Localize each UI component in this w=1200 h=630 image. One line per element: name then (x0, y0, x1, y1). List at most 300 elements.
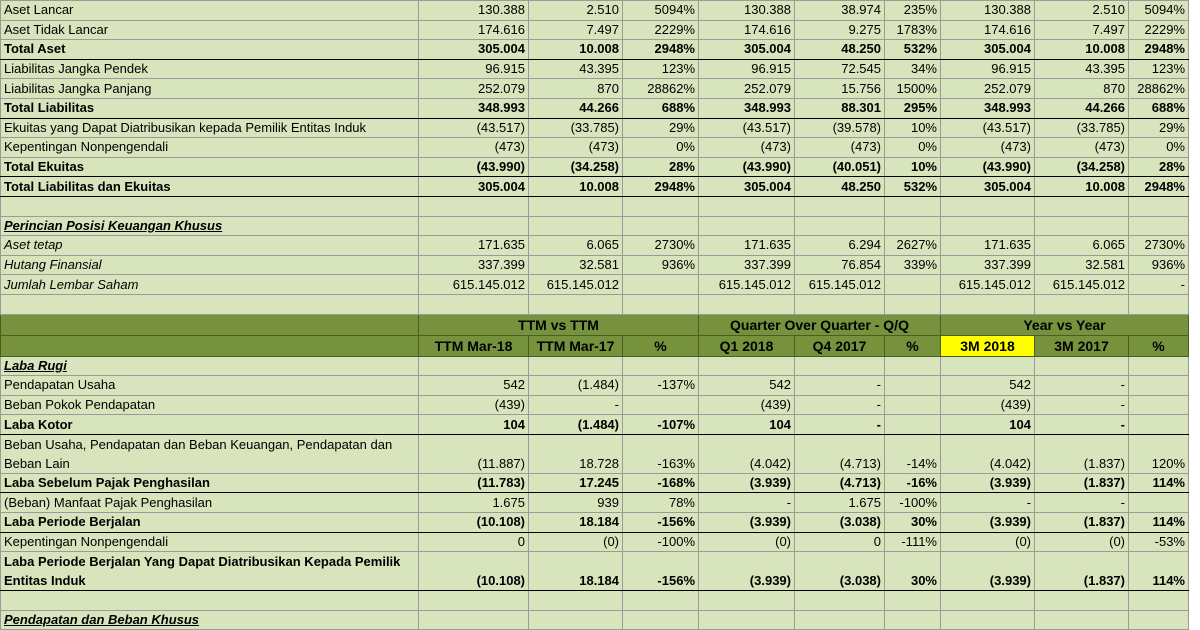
value-cell: 43.395 (1035, 59, 1129, 79)
value-cell: 10.008 (1035, 177, 1129, 197)
value-cell: 130.388 (941, 1, 1035, 21)
value-cell: (0) (1035, 532, 1129, 552)
group-header-ttm: TTM vs TTM (419, 314, 699, 335)
value-cell (623, 395, 699, 415)
value-cell: (473) (941, 138, 1035, 158)
value-cell (623, 216, 699, 236)
table-row (1, 79, 1189, 99)
row-label: Jumlah Lembar Saham (1, 275, 419, 295)
row-label: Hutang Finansial (1, 255, 419, 275)
value-cell: 44.266 (529, 98, 623, 118)
value-cell (529, 591, 623, 611)
value-cell: (3.939) (941, 473, 1035, 493)
row-label (1, 196, 419, 216)
value-cell (419, 356, 529, 376)
value-cell: 615.145.012 (941, 275, 1035, 295)
row-label: Aset tetap (1, 236, 419, 256)
value-cell: 1.675 (419, 493, 529, 513)
value-cell: 96.915 (941, 59, 1035, 79)
value-cell: 235% (885, 1, 941, 21)
row-label: Laba Periode Berjalan Yang Dapat Diatribusikan Kepada Pemilik Entitas Induk (1, 552, 419, 591)
value-cell: (439) (699, 395, 795, 415)
value-cell (941, 591, 1035, 611)
value-cell: -168% (623, 473, 699, 493)
row-label: Perincian Posisi Keuangan Khusus (1, 216, 419, 236)
value-cell: 5094% (1129, 1, 1189, 21)
value-cell: 2.510 (1035, 1, 1129, 21)
value-cell: 0% (623, 138, 699, 158)
value-cell: 28862% (1129, 79, 1189, 99)
col-header-ttm-mar18: TTM Mar-18 (419, 335, 529, 356)
value-cell: 6.294 (795, 236, 885, 256)
row-label (1, 294, 419, 314)
value-cell (941, 196, 1035, 216)
row-label: Total Ekuitas (1, 157, 419, 177)
row-label: Aset Lancar (1, 1, 419, 21)
value-cell: 0 (419, 532, 529, 552)
table-row (1, 118, 1189, 138)
value-cell (941, 294, 1035, 314)
value-cell: - (795, 415, 885, 435)
value-cell: - (1035, 415, 1129, 435)
value-cell (529, 610, 623, 630)
table-row (1, 275, 1189, 295)
value-cell: 870 (529, 79, 623, 99)
value-cell: (1.837) (1035, 513, 1129, 533)
row-label: Beban Pokok Pendapatan (1, 395, 419, 415)
value-cell: 2948% (1129, 177, 1189, 197)
value-cell: - (699, 493, 795, 513)
table-row (1, 415, 1189, 435)
value-cell: 96.915 (699, 59, 795, 79)
value-cell: 305.004 (699, 177, 795, 197)
value-cell: 28% (623, 157, 699, 177)
value-cell: 348.993 (699, 98, 795, 118)
value-cell: 615.145.012 (419, 275, 529, 295)
income-statement-section (1, 356, 1189, 630)
table-row (1, 376, 1189, 396)
value-cell: 174.616 (699, 20, 795, 40)
value-cell: 0% (1129, 138, 1189, 158)
value-cell: (43.990) (699, 157, 795, 177)
value-cell: 337.399 (941, 255, 1035, 275)
value-cell: (3.939) (941, 552, 1035, 591)
value-cell (795, 216, 885, 236)
value-cell (1129, 294, 1189, 314)
row-label: Kepentingan Nonpengendali (1, 532, 419, 552)
table-row (1, 157, 1189, 177)
value-cell: 18.184 (529, 552, 623, 591)
value-cell: 2.510 (529, 1, 623, 21)
value-cell: 32.581 (529, 255, 623, 275)
value-cell: (3.939) (699, 473, 795, 493)
col-header-3m-2018: 3M 2018 (941, 335, 1035, 356)
value-cell: 130.388 (699, 1, 795, 21)
table-row (1, 177, 1189, 197)
value-cell (699, 356, 795, 376)
value-cell: 0 (795, 532, 885, 552)
value-cell: 48.250 (795, 40, 885, 60)
value-cell (1035, 356, 1129, 376)
value-cell: 305.004 (941, 177, 1035, 197)
value-cell: 10% (885, 118, 941, 138)
value-cell (1129, 356, 1189, 376)
row-label: Laba Kotor (1, 415, 419, 435)
value-cell (795, 294, 885, 314)
value-cell: -14% (885, 434, 941, 473)
value-cell: 7.497 (529, 20, 623, 40)
column-header-row (1, 335, 1189, 356)
value-cell (1035, 294, 1129, 314)
value-cell: 2948% (623, 40, 699, 60)
value-cell: - (1035, 376, 1129, 396)
value-cell: 252.079 (699, 79, 795, 99)
header-blank-cell (1, 314, 419, 335)
value-cell: 615.145.012 (529, 275, 623, 295)
row-label: Total Aset (1, 40, 419, 60)
value-cell: (1.837) (1035, 552, 1129, 591)
value-cell: -100% (885, 493, 941, 513)
value-cell: 72.545 (795, 59, 885, 79)
value-cell: 252.079 (941, 79, 1035, 99)
value-cell: -107% (623, 415, 699, 435)
value-cell: 1.675 (795, 493, 885, 513)
value-cell: 542 (419, 376, 529, 396)
value-cell: (11.887) (419, 434, 529, 473)
value-cell: (0) (529, 532, 623, 552)
value-cell: (4.713) (795, 434, 885, 473)
value-cell: 870 (1035, 79, 1129, 99)
table-row (1, 138, 1189, 158)
value-cell (623, 610, 699, 630)
value-cell: 2948% (1129, 40, 1189, 60)
value-cell (885, 415, 941, 435)
col-header-q4-2017: Q4 2017 (795, 335, 885, 356)
row-label: Liabilitas Jangka Panjang (1, 79, 419, 99)
value-cell: 1500% (885, 79, 941, 99)
value-cell: -16% (885, 473, 941, 493)
value-cell: (10.108) (419, 552, 529, 591)
value-cell: 305.004 (699, 40, 795, 60)
table-row (1, 59, 1189, 79)
value-cell (941, 356, 1035, 376)
row-label: Kepentingan Nonpengendali (1, 138, 419, 158)
value-cell: (473) (529, 138, 623, 158)
value-cell: (40.051) (795, 157, 885, 177)
value-cell: 348.993 (941, 98, 1035, 118)
value-cell: 96.915 (419, 59, 529, 79)
value-cell: -163% (623, 434, 699, 473)
value-cell: 295% (885, 98, 941, 118)
row-label: Laba Rugi (1, 356, 419, 376)
value-cell (1129, 216, 1189, 236)
value-cell: 30% (885, 552, 941, 591)
value-cell: (43.517) (699, 118, 795, 138)
value-cell (1035, 610, 1129, 630)
value-cell: (1.484) (529, 415, 623, 435)
value-cell: 32.581 (1035, 255, 1129, 275)
value-cell: 174.616 (941, 20, 1035, 40)
value-cell: 9.275 (795, 20, 885, 40)
value-cell: 939 (529, 493, 623, 513)
value-cell: (4.713) (795, 473, 885, 493)
value-cell: 348.993 (419, 98, 529, 118)
value-cell: 104 (699, 415, 795, 435)
value-cell: 114% (1129, 552, 1189, 591)
value-cell (623, 591, 699, 611)
col-header-qoq-pct: % (885, 335, 941, 356)
value-cell: - (529, 395, 623, 415)
value-cell (1129, 395, 1189, 415)
value-cell: -53% (1129, 532, 1189, 552)
value-cell: (1.484) (529, 376, 623, 396)
table-row (1, 610, 1189, 630)
value-cell: 337.399 (419, 255, 529, 275)
value-cell: 88.301 (795, 98, 885, 118)
value-cell: 2730% (623, 236, 699, 256)
table-row (1, 532, 1189, 552)
value-cell (529, 356, 623, 376)
value-cell: 114% (1129, 473, 1189, 493)
value-cell: 532% (885, 40, 941, 60)
table-row (1, 493, 1189, 513)
row-label: Aset Tidak Lancar (1, 20, 419, 40)
value-cell (419, 610, 529, 630)
value-cell: (4.042) (941, 434, 1035, 473)
value-cell (1129, 415, 1189, 435)
value-cell: 18.728 (529, 434, 623, 473)
value-cell: (39.578) (795, 118, 885, 138)
value-cell: (0) (941, 532, 1035, 552)
table-row (1, 395, 1189, 415)
value-cell (699, 294, 795, 314)
value-cell: 688% (623, 98, 699, 118)
value-cell (699, 610, 795, 630)
table-row (1, 255, 1189, 275)
value-cell (885, 196, 941, 216)
value-cell: 1783% (885, 20, 941, 40)
value-cell: (1.837) (1035, 473, 1129, 493)
table-row (1, 236, 1189, 256)
value-cell (941, 610, 1035, 630)
table-row (1, 591, 1189, 611)
table-row (1, 513, 1189, 533)
value-cell: (34.258) (529, 157, 623, 177)
value-cell: 0% (885, 138, 941, 158)
value-cell: 615.145.012 (795, 275, 885, 295)
group-header-row (1, 314, 1189, 335)
row-label: Laba Sebelum Pajak Penghasilan (1, 473, 419, 493)
value-cell: 78% (623, 493, 699, 513)
col-header-3m-2017: 3M 2017 (1035, 335, 1129, 356)
value-cell: (439) (419, 395, 529, 415)
value-cell: - (1035, 493, 1129, 513)
value-cell (529, 294, 623, 314)
row-label: Laba Periode Berjalan (1, 513, 419, 533)
value-cell (885, 376, 941, 396)
value-cell: -137% (623, 376, 699, 396)
value-cell: 29% (623, 118, 699, 138)
value-cell: 2229% (623, 20, 699, 40)
value-cell (529, 196, 623, 216)
value-cell (885, 216, 941, 236)
value-cell: (43.517) (941, 118, 1035, 138)
value-cell: 615.145.012 (1035, 275, 1129, 295)
value-cell: 29% (1129, 118, 1189, 138)
value-cell: (33.785) (529, 118, 623, 138)
value-cell: 532% (885, 177, 941, 197)
table-row (1, 40, 1189, 60)
value-cell (885, 294, 941, 314)
value-cell: (0) (699, 532, 795, 552)
value-cell: 2730% (1129, 236, 1189, 256)
table-row (1, 356, 1189, 376)
value-cell: (1.837) (1035, 434, 1129, 473)
value-cell (1129, 610, 1189, 630)
row-label: Pendapatan Usaha (1, 376, 419, 396)
row-label: (Beban) Manfaat Pajak Penghasilan (1, 493, 419, 513)
table-row (1, 434, 1189, 473)
table-row (1, 552, 1189, 591)
value-cell: (473) (795, 138, 885, 158)
value-cell: 615.145.012 (699, 275, 795, 295)
value-cell: (43.517) (419, 118, 529, 138)
header-blank-cell (1, 335, 419, 356)
table-row (1, 473, 1189, 493)
value-cell (699, 591, 795, 611)
value-cell: 28% (1129, 157, 1189, 177)
value-cell: 7.497 (1035, 20, 1129, 40)
value-cell: - (941, 493, 1035, 513)
value-cell (795, 610, 885, 630)
value-cell: (4.042) (699, 434, 795, 473)
table-row (1, 98, 1189, 118)
value-cell (1035, 216, 1129, 236)
value-cell (885, 591, 941, 611)
value-cell: - (795, 376, 885, 396)
value-cell: 252.079 (419, 79, 529, 99)
value-cell: 17.245 (529, 473, 623, 493)
column-header-section (1, 314, 1189, 356)
value-cell (623, 196, 699, 216)
value-cell (699, 196, 795, 216)
col-header-yoy-pct: % (1129, 335, 1189, 356)
value-cell (795, 356, 885, 376)
value-cell: 305.004 (419, 40, 529, 60)
value-cell: -156% (623, 513, 699, 533)
value-cell: (3.038) (795, 513, 885, 533)
value-cell: -111% (885, 532, 941, 552)
value-cell (1035, 196, 1129, 216)
value-cell: (439) (941, 395, 1035, 415)
value-cell: 936% (623, 255, 699, 275)
group-header-qoq: Quarter Over Quarter - Q/Q (699, 314, 941, 335)
value-cell: 6.065 (529, 236, 623, 256)
value-cell: (34.258) (1035, 157, 1129, 177)
value-cell: - (795, 395, 885, 415)
value-cell: 936% (1129, 255, 1189, 275)
value-cell: 30% (885, 513, 941, 533)
value-cell: 5094% (623, 1, 699, 21)
value-cell: - (1035, 395, 1129, 415)
value-cell: 174.616 (419, 20, 529, 40)
value-cell (623, 275, 699, 295)
value-cell (795, 591, 885, 611)
value-cell: 2627% (885, 236, 941, 256)
table-row (1, 1, 1189, 21)
value-cell (419, 591, 529, 611)
value-cell: 337.399 (699, 255, 795, 275)
row-label: Total Liabilitas (1, 98, 419, 118)
value-cell: 171.635 (419, 236, 529, 256)
value-cell: (473) (1035, 138, 1129, 158)
value-cell: 171.635 (941, 236, 1035, 256)
value-cell (623, 294, 699, 314)
table-row (1, 20, 1189, 40)
value-cell: (43.990) (419, 157, 529, 177)
value-cell: 120% (1129, 434, 1189, 473)
value-cell: 10% (885, 157, 941, 177)
col-header-ttm-mar17: TTM Mar-17 (529, 335, 623, 356)
value-cell: -156% (623, 552, 699, 591)
value-cell: 18.184 (529, 513, 623, 533)
value-cell (623, 356, 699, 376)
row-label: Ekuitas yang Dapat Diatribusikan kepada Pemilik Entitas Induk (1, 118, 419, 138)
row-label: Beban Usaha, Pendapatan dan Beban Keuangan, Pendapatan dan Beban Lain (1, 434, 419, 473)
value-cell: 305.004 (419, 177, 529, 197)
value-cell: 10.008 (529, 40, 623, 60)
value-cell: 2229% (1129, 20, 1189, 40)
table-row (1, 216, 1189, 236)
value-cell: 28862% (623, 79, 699, 99)
value-cell: 34% (885, 59, 941, 79)
value-cell: (3.038) (795, 552, 885, 591)
value-cell: (473) (699, 138, 795, 158)
value-cell: 6.065 (1035, 236, 1129, 256)
value-cell (1129, 591, 1189, 611)
value-cell: 15.756 (795, 79, 885, 99)
value-cell: (473) (419, 138, 529, 158)
value-cell: 171.635 (699, 236, 795, 256)
value-cell (885, 275, 941, 295)
value-cell: 688% (1129, 98, 1189, 118)
value-cell (529, 216, 623, 236)
table-row (1, 196, 1189, 216)
col-header-q1-2018: Q1 2018 (699, 335, 795, 356)
value-cell: 123% (623, 59, 699, 79)
value-cell: 38.974 (795, 1, 885, 21)
value-cell: - (1129, 275, 1189, 295)
value-cell (699, 216, 795, 236)
balance-sheet-section (1, 1, 1189, 315)
value-cell (1129, 196, 1189, 216)
value-cell (1035, 591, 1129, 611)
value-cell (1129, 376, 1189, 396)
value-cell (885, 356, 941, 376)
value-cell: (43.990) (941, 157, 1035, 177)
value-cell: 43.395 (529, 59, 623, 79)
value-cell: (33.785) (1035, 118, 1129, 138)
value-cell (419, 216, 529, 236)
value-cell: 130.388 (419, 1, 529, 21)
value-cell: 10.008 (529, 177, 623, 197)
value-cell: 104 (419, 415, 529, 435)
value-cell (795, 196, 885, 216)
value-cell: 123% (1129, 59, 1189, 79)
value-cell: 76.854 (795, 255, 885, 275)
value-cell: 339% (885, 255, 941, 275)
value-cell: (3.939) (699, 513, 795, 533)
